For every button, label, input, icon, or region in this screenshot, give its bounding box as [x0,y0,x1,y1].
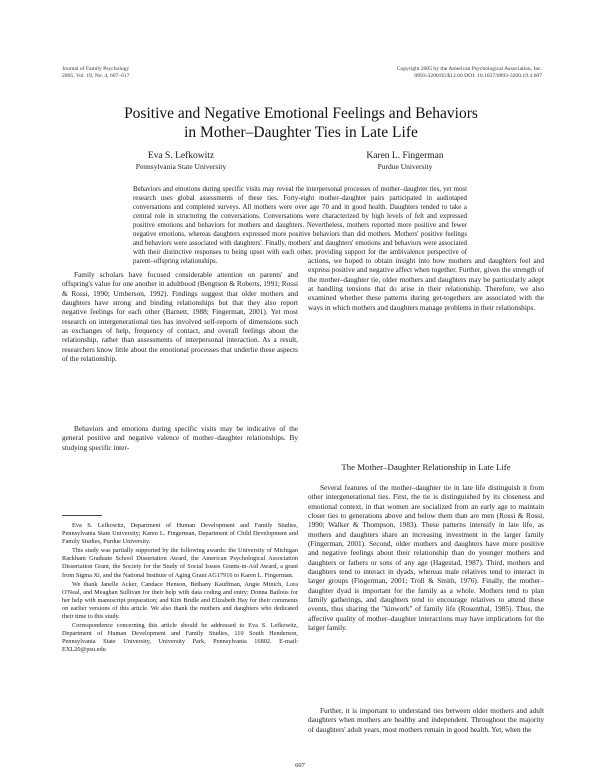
abstract: Behaviors and emotions during specific visits may reveal the interpersonal processes of mother–daughter ties, yet most research uses global assessments of these ties. Forty-eight mother–daughter pairs participated in audiotaped conversations and completed surveys. All mothers were over age 70 and in good health. Daughters tended to take a central role in structuring the conversations. Conversations were characterized by high levels of felt and expressed positive emotions and behaviors for mothers and daughters. Nevertheless, mothers reported more positive and fewer negative emotions, whereas daughters expressed more positive behaviors than did mothers. Mothers' positive feelings and behaviors were associated with daughters'. Finally, mothers' and daughters' emotions and behaviors were associated with their distinctive responses to being upset with each other, providing support for the ambivalence perspective of parent–offspring relationships. [133,186,467,265]
body-paragraph: Family scholars have focused considerable attention on parents' and offspring's value for one another in adulthood (Bengtson & Roberts, 1991; Rossi & Rossi, 1990; Umberson, 1992). Findings suggest that older mothers and daughters have strong and binding relationships but that they also report negative feelings for each other (Barnett, 1988; Fingerman, 2001). Yet most research on intergenerational ties has involved self-reports of dimensions such as exchanges of help, frequency of contact, and overall feelings about the relationship, rather than assessments of interpersonal interaction. As a result, researchers know little about the emotional processes that underlie these aspects of the relationship. [62,270,298,364]
footnote-affiliations: Eva S. Lefkowitz, Department of Human Development and Family Studies, Pennsylvania State University; Karen L. Fingerman, Department of Child Development and Family Studies, Purdue University. [62,522,298,546]
footnote-acknowledgments: We thank Janelle Acker, Candace Henson, Bethany Kauffman, Angie Minich, Lora O'Neal, and Meaghan Sullivan for their help with data coding and entry; Donna Bailous for her help with manuscript preparation; and Kim Bridle and Elizabeth Hay for their comments on earlier versions of this article. We also thank the mothers and daughters who dedicated their time to this study. [62,580,298,621]
journal-citation [62,66,130,80]
footnote-divider [62,515,102,516]
page-number: 607 [295,762,305,769]
article-title-line2: in Mother–Daughter Ties in Late Life [184,124,418,141]
copyright-line: Copyright 2005 by the American Psychological Association, Inc. [396,66,542,72]
body-paragraph: actions, we hoped to obtain insight into how mothers and daughters feel and express positive and negative affect when together. Further, given the strength of the mother–daughter tie, older mothers and daughters may be particularly adept at handling tensions that do arise in their relationship. Therefore, we also examined whether these patterns during get-togethers are associated with the ways in which mothers and daughters manage problems in their relationships. [308,256,544,312]
body-right-column [308,256,544,312]
author-name: Eva S. Lefkowitz [147,151,215,161]
author-name: Karen L. Fingerman [366,151,444,161]
body-left-column-cont [62,424,298,452]
author-affiliation: Purdue University [377,162,433,171]
body-right-column-end [308,706,544,734]
article-title-line1: Positive and Negative Emotional Feelings and Behaviors [124,105,478,122]
author-footnotes [62,522,298,656]
body-paragraph: Several features of the mother–daughter tie in late life distinguish it from other intergenerational ties. First, the tie is distinguished by its closeness and emotional context, in that women are socialized from an early age to maintain closer ties to generations above and below them than are men (Rossi & Rossi, 1990; Walker & Thompson, 1983). These patterns intensify in late life, as mothers and daughters share an increasing investment in the larger family (Fingerman, 2001). Second, older mothers and daughters have more positive and negative feelings about their relationship than do younger mothers and daughters or fathers or sons of any age (Hagestad, 1987). Third, mothers and daughters tend to interact in dyads, whereas male relatives tend to interact in larger groups (Fingerman, 2001; Troll & Smith, 1976). Finally, the mother–daughter dyad is important for the family as a whole. Mothers tend to plan family gatherings, and daughters tend to encourage relatives to attend these events, thus sharing the "kinwork" of family life (Rosenthal, 1985). Thus, the affective quality of mother–daughter interactions may have implications for the larger family. [308,483,544,633]
copyright-notice [397,66,542,80]
body-paragraph: Further, it is important to understand ties between older mothers and adult daughters when mothers are healthy and independent. Throughout the majority of daughters' adult years, most mothers remain in good health. Yet, when the [308,706,544,734]
author-affiliation: Pennsylvania State University [135,162,227,171]
footnote-correspondence: Correspondence concerning this article should be addressed to Eva S. Lefkowitz, Department of Human Development and Family Studies, 110 South Henderson, Pennsylvania State University, University Park, Pennsylvania 16802. E-mail: EXL20@psu.edu [62,622,298,654]
journal-volume: 2005, Vol. 19, No. 4, 607–617 [62,73,130,79]
author-first [116,151,246,172]
body-left-column [62,270,298,363]
body-right-column-section [308,483,544,633]
doi-line: 0893-3200/05/$12.00 DOI: 10.1037/0893-3200.19.4.607 [414,73,542,79]
body-paragraph: Behaviors and emotions during specific visits may be indicative of the general positive and negative valence of mother–daughter relationships. By studying specific inter- [62,424,298,452]
author-second [340,151,470,172]
section-heading: The Mother–Daughter Relationship in Late Life [341,462,511,472]
article-title [60,104,542,142]
journal-name: Journal of Family Psychology [62,66,130,72]
footnote-funding: This study was partially supported by the following awards: the University of Michigan Rackham Graduate School Dissertation Award, the American Psychological Association Dissertation Grant, the Society for the Study of Social Issues Grants-in-Aid Award, a grant from Sigma Xi, and the National Institute of Aging Grant AG17916 to Karen L. Fingerman. [62,547,298,579]
